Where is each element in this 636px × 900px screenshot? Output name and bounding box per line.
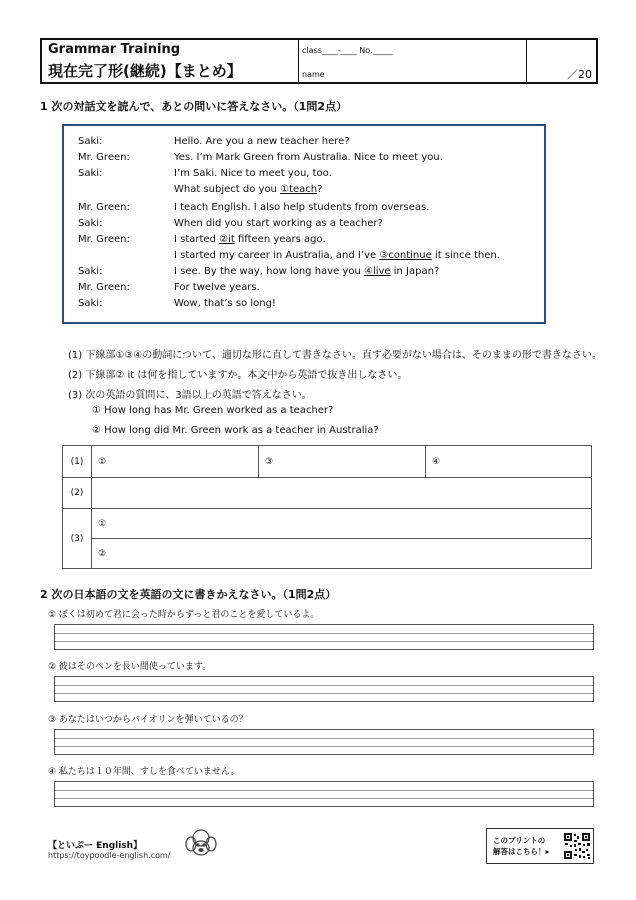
writing-lines-2[interactable] bbox=[54, 676, 594, 702]
underline-1: ①teach bbox=[280, 184, 318, 195]
answer-link-text: このプリントの 解答はこちら！▸ bbox=[493, 836, 550, 856]
underline-2: ②it bbox=[219, 234, 235, 245]
score-box: ／20 bbox=[567, 68, 592, 81]
writing-lines-1[interactable] bbox=[54, 624, 594, 650]
speaker: Mr. Green: bbox=[78, 282, 130, 293]
answer-cell-3[interactable]: ③ bbox=[259, 446, 426, 478]
question-2: (2) 下線部② it は何を指していますか。本文中から英語で抜き出しなさい。 bbox=[68, 370, 408, 381]
writing-lines-4[interactable] bbox=[54, 781, 594, 807]
speaker: Mr. Green: bbox=[78, 234, 130, 245]
class-number-field[interactable]: class____-____ No._____ bbox=[302, 46, 393, 55]
dialogue-line: Wow, that’s so long! bbox=[174, 298, 276, 309]
answer-cell-3-1[interactable]: ① bbox=[92, 509, 592, 539]
title-japanese: 現在完了形(継続)【まとめ】 bbox=[48, 62, 242, 80]
row-label: (2) bbox=[63, 478, 92, 509]
dialogue-line: What subject do you ①teach? bbox=[174, 184, 323, 195]
underline-4: ④live bbox=[363, 266, 391, 277]
dialogue-line: I started my career in Australia, and I’ve ③continue it since then. bbox=[174, 250, 500, 261]
answer-table bbox=[62, 445, 592, 569]
answer-cell-2[interactable] bbox=[92, 478, 592, 509]
question-1: (1) 下線部①③④の動詞について、適切な形に直して書きなさい。直す必要がない場合は、そのままの形で書きなさい。 bbox=[68, 350, 602, 361]
row-label: (1) bbox=[63, 446, 92, 478]
name-field[interactable]: name bbox=[302, 70, 325, 79]
translation-item-4: ④ 私たちは１０年間、すしを食べていません。 bbox=[48, 767, 240, 777]
speaker: Saki: bbox=[78, 168, 103, 179]
dialogue-line: Hello. Are you a new teacher here? bbox=[174, 136, 350, 147]
poodle-logo-icon bbox=[182, 826, 220, 860]
writing-lines-3[interactable] bbox=[54, 729, 594, 755]
question-3: (3) 次の英語の質問に、3語以上の英語で答えなさい。 bbox=[68, 390, 312, 401]
dialogue-line: Yes. I’m Mark Green from Australia. Nice to meet you. bbox=[174, 152, 443, 163]
answer-cell-3-2[interactable]: ② bbox=[92, 539, 592, 569]
brand-name: 【といぷー English】 bbox=[48, 841, 143, 851]
answer-cell-4[interactable]: ④ bbox=[426, 446, 592, 478]
speaker: Saki: bbox=[78, 266, 103, 277]
translation-item-2: ② 彼はそのペンを長い間使っています。 bbox=[48, 662, 212, 672]
dialogue-line: I started ②it fifteen years ago. bbox=[174, 234, 326, 245]
translation-item-3: ③ あなたはいつからバイオリンを弾いているの？ bbox=[48, 715, 248, 725]
qr-code-icon[interactable] bbox=[563, 832, 591, 860]
speaker: Saki: bbox=[78, 136, 103, 147]
dialogue-line: For twelve years. bbox=[174, 282, 260, 293]
header-box bbox=[40, 38, 598, 84]
translation-item-1: ① ぼくは初めて君に会った時からずっと君のことを愛しているよ。 bbox=[48, 610, 320, 620]
dialogue-line: I teach English. I also help students from overseas. bbox=[174, 202, 430, 213]
speaker: Saki: bbox=[78, 218, 103, 229]
dialogue-line: I’m Saki. Nice to meet you, too. bbox=[174, 168, 332, 179]
answer-cell-1[interactable]: ① bbox=[92, 446, 259, 478]
sub-question-1: ① How long has Mr. Green worked as a teacher? bbox=[92, 405, 334, 416]
section-2-heading: 2 次の日本語の文を英語の文に書きかえなさい。（1問2点） bbox=[40, 588, 337, 601]
site-url[interactable]: https://toypoodle-english.com/ bbox=[48, 851, 171, 860]
dialogue-line: When did you start working as a teacher? bbox=[174, 218, 383, 229]
speaker: Mr. Green: bbox=[78, 202, 130, 213]
sub-question-2: ② How long did Mr. Green work as a teacher in Australia? bbox=[92, 425, 379, 436]
underline-3: ③continue bbox=[379, 250, 432, 261]
speaker: Saki: bbox=[78, 298, 103, 309]
title-english: Grammar Training bbox=[48, 42, 181, 57]
speaker: Mr. Green: bbox=[78, 152, 130, 163]
row-label: (3) bbox=[63, 509, 92, 569]
dialogue-box bbox=[62, 124, 546, 324]
dialogue-line: I see. By the way, how long have you ④live in Japan? bbox=[174, 266, 440, 277]
answer-link-box[interactable] bbox=[486, 828, 594, 864]
section-1-heading: 1 次の対話文を読んで、あとの問いに答えなさい。（1問2点） bbox=[40, 100, 348, 113]
